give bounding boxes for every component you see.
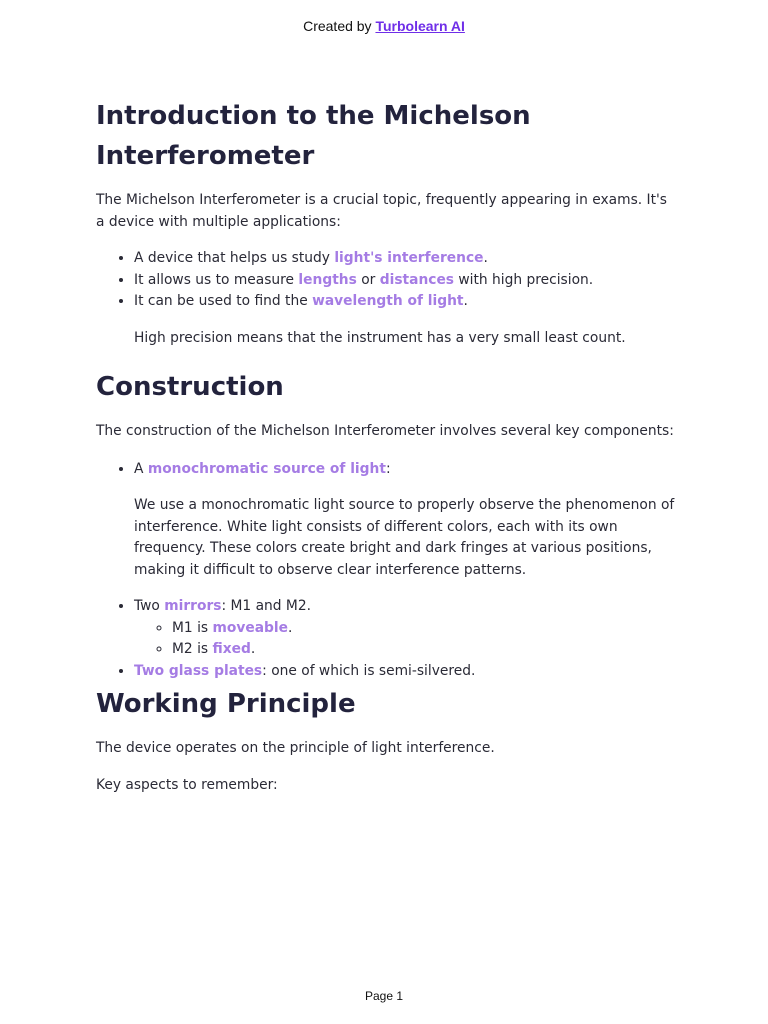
construction-detail: We use a monochromatic light source to properly observe the phenomenon of interference. White light consists of different colors, each with its own frequency. These colors create bright and dark fringes at various positions, making it difficult to observe clear interference patterns. bbox=[134, 497, 675, 578]
list-item: • A device that helps us study light's interference. bbox=[134, 248, 676, 270]
list-item: • It can be used to find the wavelength of light. bbox=[134, 291, 676, 313]
working-key: Key aspects to remember: bbox=[96, 776, 278, 793]
list-item: ◦ M2 is fixed. bbox=[172, 639, 676, 661]
highlight-term: light's interference bbox=[334, 250, 484, 266]
working-paragraph: The device operates on the principle of light interference. bbox=[96, 740, 495, 756]
highlight-term: moveable bbox=[212, 619, 288, 636]
list-item: ◦ M1 is moveable. bbox=[172, 618, 676, 640]
intro-list bbox=[96, 248, 676, 313]
construction-list bbox=[96, 459, 676, 481]
highlight-term: Two glass plates bbox=[134, 662, 263, 679]
mirror-sublist bbox=[134, 618, 676, 661]
highlight-term: monochromatic source of light bbox=[147, 460, 386, 477]
highlight-term: distances bbox=[379, 271, 455, 288]
list-item: • It allows us to measure lengths or distances with high precision. bbox=[134, 270, 676, 292]
list-item: • Two glass plates: one of which is semi-silvered. bbox=[134, 661, 676, 683]
intro-paragraph: The Michelson Interferometer is a crucial topic, frequently appearing in exams. It's a device with multiple applications: bbox=[96, 192, 667, 230]
page-number: Page 1 bbox=[364, 989, 404, 1003]
construction-list-2 bbox=[96, 596, 676, 682]
page-header bbox=[0, 18, 768, 34]
intro-title: Introduction to the Michelson Interferometer bbox=[96, 101, 531, 171]
intro-note: High precision means that the instrument has a very small least count. bbox=[134, 329, 626, 346]
construction-title: Construction bbox=[96, 372, 284, 402]
highlight-term: wavelength of light bbox=[312, 293, 464, 309]
list-item: • Two mirrors: M1 and M2. ◦ M1 is moveable. ◦ M2 is fixed. bbox=[134, 596, 676, 661]
highlight-term: fixed bbox=[212, 641, 251, 657]
header-prefix: Created by bbox=[303, 18, 376, 34]
working-title: Working Principle bbox=[96, 689, 356, 719]
highlight-term: mirrors bbox=[164, 598, 222, 614]
construction-paragraph: The construction of the Michelson Interferometer involves several key components: bbox=[96, 423, 674, 439]
list-item: • A monochromatic source of light: bbox=[134, 459, 676, 481]
highlight-term: lengths bbox=[298, 271, 357, 288]
document-body bbox=[96, 96, 676, 796]
turbolearn-link[interactable]: Turbolearn AI bbox=[375, 18, 465, 34]
